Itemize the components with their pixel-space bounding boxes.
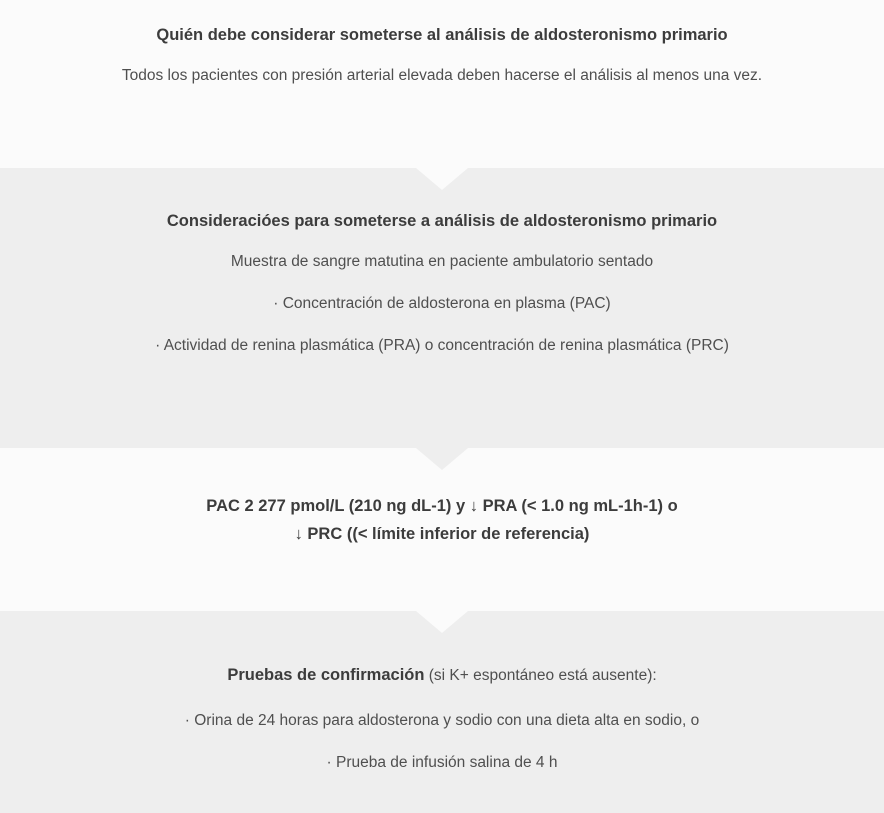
step-2-line-3: · Actividad de renina plasmática (PRA) o concentración de renina plasmática (PRC) [155,336,729,354]
step-3-line-1: PAC 2 277 pmol/L (210 ng dL-1) y ↓ PRA (< 1.0 ng mL-1h-1) o [206,497,678,515]
step-3-line-2: ↓ PRC ((< límite inferior de referencia) [294,525,590,544]
flow-step-4 [0,611,884,813]
flow-step-1 [0,0,884,168]
step-1-line-1: Todos los pacientes con presión arterial elevada deben hacerse el análisis al menos una vez. [121,66,763,84]
step-2-title: Consideracióes para someterse a análisis de aldosteronismo primario [166,212,718,230]
flow-step-3 [0,448,884,611]
step-4-heading [26,663,858,689]
step-4-line-2: · Prueba de infusión salina de 4 h [326,753,558,771]
flow-step-2 [0,168,884,448]
step-4-line-1: · Orina de 24 horas para aldosterona y sodio con una dieta alta en sodio, o [184,711,700,729]
step-2-line-1: Muestra de sangre matutina en paciente ambulatorio sentado [230,252,654,270]
step-4-heading-bold: Pruebas de confirmación [227,666,425,684]
step-4-heading-rest: (si K+ espontáneo está ausente): [424,667,657,684]
step-2-line-2: · Concentración de aldosterona en plasma (PAC) [273,294,611,312]
step-1-title: Quién debe considerar someterse al análisis de aldosteronismo primario [156,26,728,44]
